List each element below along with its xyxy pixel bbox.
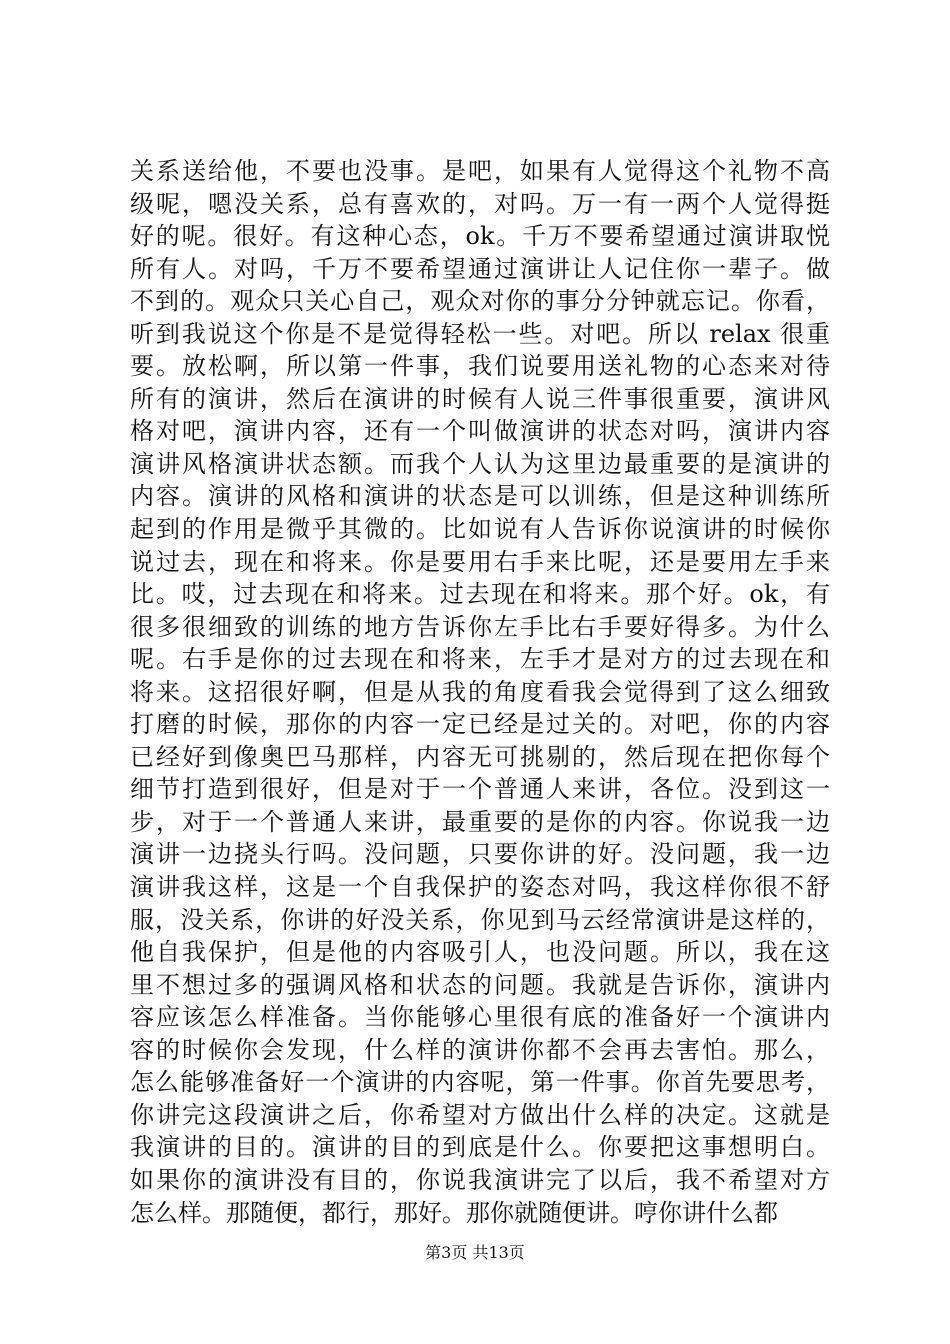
text-line: 好的呢。很好。有这种心态，ok。千万不要希望通过演讲取悦	[130, 222, 830, 251]
text-line: 格对吧，演讲内容，还有一个叫做演讲的状态对吗，演讲内容	[130, 417, 830, 446]
text-line: 要。放松啊，所以第一件事，我们说要用送礼物的心态来对待	[130, 352, 830, 381]
body-text	[130, 155, 830, 1229]
text-line: 打磨的时候，那你的内容一定已经是过关的。对吧，你的内容	[130, 710, 830, 739]
text-line: 步，对于一个普通人来讲，最重要的是你的内容。你说我一边	[130, 807, 830, 836]
text-line: 怎么样。那随便，都行，那好。那你就随便讲。哼你讲什么都	[130, 1198, 778, 1227]
text-line: 里不想过多的强调风格和状态的问题。我就是告诉你，演讲内	[130, 970, 830, 999]
text-line: 怎么能够准备好一个演讲的内容呢，第一件事。你首先要思考，	[130, 1068, 830, 1097]
text-line: 很多很细致的训练的地方告诉你左手比右手要好得多。为什么	[130, 612, 830, 641]
text-line: 起到的作用是微乎其微的。比如说有人告诉你说演讲的时候你	[130, 515, 830, 544]
text-line: 所有的演讲，然后在演讲的时候有人说三件事很重要，演讲风	[130, 384, 830, 413]
page-number-footer: 第3页 共13页	[425, 1243, 525, 1262]
text-line: 如果你的演讲没有目的，你说我演讲完了以后，我不希望对方	[130, 1165, 830, 1194]
text-line: 说过去，现在和将来。你是要用右手来比呢，还是要用左手来	[130, 547, 830, 576]
text-line: 细节打造到很好，但是对于一个普通人来讲，各位。没到这一	[130, 775, 830, 804]
text-line: 你讲完这段演讲之后，你希望对方做出什么样的决定。这就是	[130, 1100, 830, 1129]
text-line: 将来。这招很好啊，但是从我的角度看我会觉得到了这么细致	[130, 677, 830, 706]
text-line: 演讲一边挠头行吗。没问题，只要你讲的好。没问题，我一边	[130, 840, 830, 869]
text-line: 演讲我这样，这是一个自我保护的姿态对吗，我这样你很不舒	[130, 873, 830, 902]
text-line: 级呢，嗯没关系，总有喜欢的，对吗。万一有一两个人觉得挺	[130, 189, 830, 218]
text-line: 关系送给他，不要也没事。是吧，如果有人觉得这个礼物不高	[130, 157, 830, 185]
text-line: 比。哎，过去现在和将来。过去现在和将来。那个好。ok，有	[130, 580, 830, 609]
text-line: 服，没关系，你讲的好没关系，你见到马云经常演讲是这样的，	[130, 905, 830, 934]
text-line: 不到的。观众只关心自己，观众对你的事分分钟就忘记。你看，	[130, 287, 830, 316]
text-line: 听到我说这个你是不是觉得轻松一些。对吧。所以 relax 很重	[130, 319, 830, 348]
text-line: 演讲风格演讲状态额。而我个人认为这里边最重要的是演讲的	[130, 449, 830, 478]
text-line: 我演讲的目的。演讲的目的到底是什么。你要把这事想明白。	[130, 1133, 830, 1162]
text-line: 他自我保护，但是他的内容吸引人，也没问题。所以，我在这	[130, 938, 830, 967]
text-line: 呢。右手是你的过去现在和将来，左手才是对方的过去现在和	[130, 645, 830, 674]
text-line: 所有人。对吗，千万不要希望通过演讲让人记住你一辈子。做	[130, 254, 830, 283]
text-line: 容的时候你会发现，什么样的演讲你都不会再去害怕。那么，	[130, 1035, 830, 1064]
text-line: 内容。演讲的风格和演讲的状态是可以训练，但是这种训练所	[130, 482, 830, 511]
text-line: 容应该怎么样准备。当你能够心里很有底的准备好一个演讲内	[130, 1003, 830, 1032]
text-line: 已经好到像奥巴马那样，内容无可挑剔的，然后现在把你每个	[130, 742, 830, 771]
